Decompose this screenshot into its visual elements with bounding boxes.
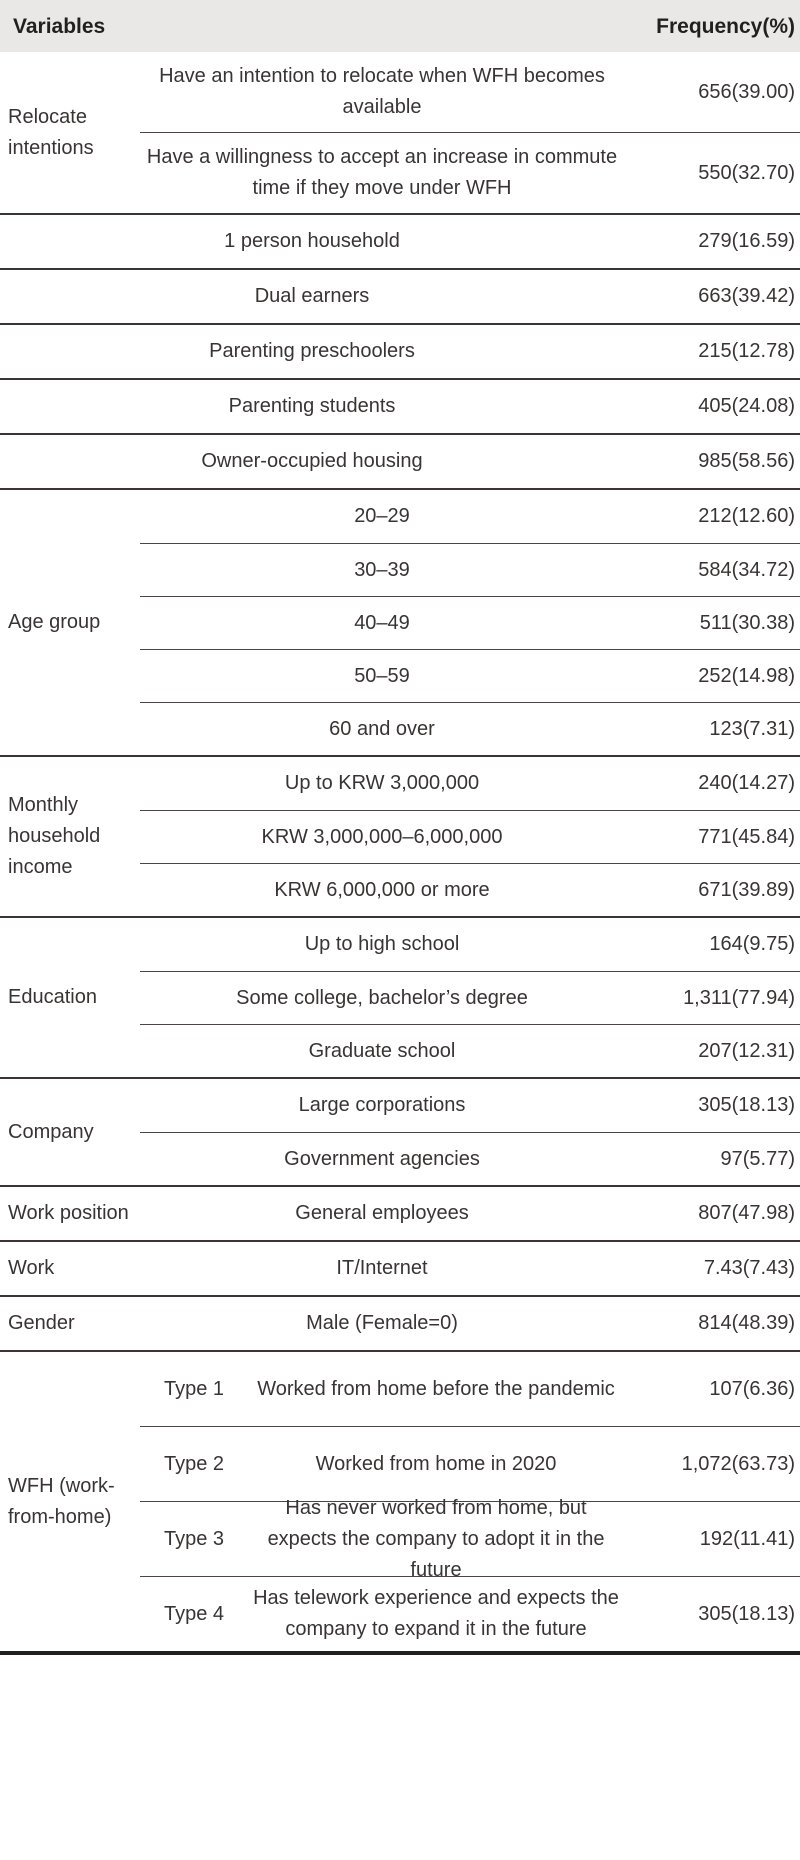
type-label: Type 2	[163, 1452, 225, 1475]
row-frequency: 305(18.13)	[698, 1602, 795, 1625]
row-frequency: 1,311(77.94)	[683, 986, 795, 1009]
row-description: Parenting students	[228, 395, 396, 417]
row-frequency: 240(14.27)	[698, 772, 795, 794]
group-rows	[140, 1242, 800, 1295]
row-description: IT/Internet	[336, 1257, 428, 1279]
group-rows	[140, 1297, 800, 1350]
table-row	[140, 1132, 800, 1185]
table-row	[140, 1576, 800, 1651]
table-row	[140, 810, 800, 863]
table-row	[140, 1079, 800, 1132]
group-label: Gender	[8, 1312, 75, 1334]
row-description: 60 and over	[329, 717, 435, 740]
group-label: Work position	[8, 1202, 129, 1224]
row-frequency: 771(45.84)	[698, 825, 795, 848]
row-description: KRW 3,000,000–6,000,000	[261, 825, 503, 848]
row-frequency: 123(7.31)	[709, 717, 795, 740]
row-description: Have an intention to relocate when WFH becomes available	[159, 65, 605, 118]
table-group	[0, 1295, 800, 1350]
row-frequency: 814(48.39)	[698, 1312, 795, 1334]
group-rows	[140, 52, 800, 213]
table-row	[140, 1426, 800, 1501]
row-frequency: 985(58.56)	[698, 450, 795, 472]
table-row	[140, 1024, 800, 1077]
group-rows	[0, 215, 800, 268]
row-description: General employees	[295, 1202, 469, 1224]
group-rows	[0, 380, 800, 433]
row-frequency: 550(32.70)	[698, 161, 795, 184]
table-row	[140, 918, 800, 971]
row-description: Has telework experience and expects the company to expand it in the future	[253, 1587, 619, 1640]
row-description: 50–59	[354, 664, 410, 687]
group-rows	[140, 918, 800, 1077]
group-rows	[140, 1079, 800, 1185]
table-row	[140, 702, 800, 755]
row-description: Parenting preschoolers	[209, 340, 415, 362]
row-description: 30–39	[354, 558, 410, 581]
table-group	[0, 1350, 800, 1651]
row-frequency: 671(39.89)	[698, 878, 795, 901]
row-description: Male (Female=0)	[306, 1312, 458, 1334]
group-rows	[0, 325, 800, 378]
row-description: Government agencies	[284, 1147, 480, 1170]
table-row	[140, 596, 800, 649]
row-description: Has never worked from home, but expects the company to adopt it in the future	[267, 1496, 605, 1581]
row-frequency: 511(30.38)	[699, 611, 795, 634]
table-group	[0, 213, 800, 268]
row-description: Worked from home in 2020	[315, 1452, 557, 1475]
row-frequency: 584(34.72)	[698, 558, 795, 581]
table-row	[140, 971, 800, 1024]
group-label: WFH (work-from-home)	[8, 1474, 115, 1528]
table-row	[0, 435, 800, 488]
row-description: Worked from home before the pandemic	[257, 1377, 615, 1400]
table-group	[0, 323, 800, 378]
group-rows	[140, 1187, 800, 1240]
group-rows	[140, 1352, 800, 1651]
table-group	[0, 433, 800, 488]
row-frequency: 192(11.41)	[699, 1527, 795, 1550]
table-row	[140, 543, 800, 596]
table-group	[0, 916, 800, 1077]
table-row	[0, 325, 800, 378]
table-header-row	[0, 0, 800, 52]
row-frequency: 7.43(7.43)	[703, 1257, 795, 1279]
group-label: Age group	[8, 611, 101, 633]
table-group	[0, 1077, 800, 1185]
group-rows	[0, 435, 800, 488]
group-label: Relocate intentions	[8, 105, 94, 159]
row-description: 1 person household	[224, 230, 400, 252]
row-frequency: 212(12.60)	[698, 505, 795, 527]
table-row	[140, 1242, 800, 1295]
group-rows	[140, 757, 800, 916]
table-row	[140, 649, 800, 702]
row-description: Dual earners	[254, 285, 370, 307]
group-label: Monthly household income	[8, 794, 101, 878]
row-frequency: 807(47.98)	[698, 1202, 795, 1224]
row-description: Graduate school	[308, 1039, 456, 1062]
table-group	[0, 488, 800, 755]
table-group	[0, 268, 800, 323]
table-row	[140, 1297, 800, 1350]
column-header-frequency: Frequency(%)	[656, 14, 795, 38]
row-frequency: 663(39.42)	[698, 285, 795, 307]
row-frequency: 305(18.13)	[698, 1094, 795, 1116]
row-frequency: 107(6.36)	[709, 1377, 795, 1400]
row-frequency: 1,072(63.73)	[681, 1452, 795, 1475]
type-label: Type 3	[163, 1527, 225, 1550]
row-frequency: 207(12.31)	[698, 1039, 795, 1062]
table-row	[140, 1187, 800, 1240]
row-description: Up to high school	[304, 933, 460, 955]
table-row	[0, 270, 800, 323]
table-row	[140, 863, 800, 916]
table-body	[0, 52, 800, 1651]
table-bottom-border	[0, 1651, 800, 1655]
row-description: 40–49	[354, 611, 410, 634]
row-description: Owner-occupied housing	[201, 450, 423, 472]
table-row	[140, 1352, 800, 1426]
type-label: Type 1	[163, 1377, 225, 1400]
row-frequency: 656(39.00)	[698, 80, 795, 103]
row-description: Have a willingness to accept an increase in commute time if they move under WFH	[146, 146, 618, 199]
type-label: Type 4	[163, 1602, 225, 1625]
row-frequency: 215(12.78)	[698, 340, 795, 362]
table-row	[140, 490, 800, 543]
table-group	[0, 378, 800, 433]
row-frequency: 252(14.98)	[698, 664, 795, 687]
table-row	[0, 215, 800, 268]
row-frequency: 405(24.08)	[698, 395, 795, 417]
table-group	[0, 52, 800, 213]
table-row	[140, 52, 800, 132]
row-frequency: 279(16.59)	[698, 230, 795, 252]
table-group	[0, 755, 800, 916]
group-label: Work	[8, 1257, 55, 1279]
row-frequency: 97(5.77)	[720, 1147, 795, 1170]
table-row	[140, 1496, 800, 1581]
group-rows	[0, 270, 800, 323]
table-group	[0, 1240, 800, 1295]
row-description: Up to KRW 3,000,000	[284, 772, 480, 794]
group-label: Education	[8, 986, 97, 1008]
table-row	[140, 132, 800, 213]
row-description: Large corporations	[298, 1094, 466, 1116]
table-group	[0, 1185, 800, 1240]
row-description: Some college, bachelor’s degree	[236, 986, 528, 1009]
table-row	[0, 380, 800, 433]
group-label: Company	[8, 1120, 94, 1143]
group-rows	[140, 490, 800, 755]
table-row	[140, 757, 800, 810]
row-frequency: 164(9.75)	[709, 933, 795, 955]
row-description: 20–29	[354, 505, 410, 527]
row-description: KRW 6,000,000 or more	[274, 878, 490, 901]
column-header-variables: Variables	[13, 14, 106, 38]
